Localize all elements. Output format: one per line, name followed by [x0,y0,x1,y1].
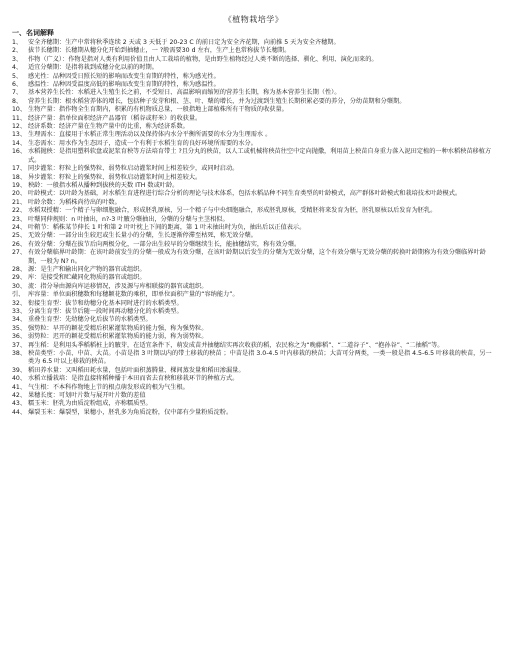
item-text: 果穗长度：可划叶片数与展开叶片数的差值 [28,392,146,400]
list-item [12,190,495,198]
item-number: 35、 [12,324,27,332]
item-text: 流：指分导由源向库运移情况，涉及源与库相联接的器官或组织。 [28,282,208,290]
item-number: 36、 [12,333,27,341]
item-number: 38、 [12,350,27,358]
item-text: 叶蘖同伸规则：n 叶抽出，n?-3 叶腋分蘖抽出，分蘖的分蘖与主茎相似。 [28,215,229,223]
item-text: 弱势粒：迟开的颖花受精后积累灌浆物质的能力弱，称为弱势粒。 [28,333,208,341]
item-number: 16、 [12,148,27,156]
item-text: 作物（广义）：作物是指对人类有利用价值且由人工栽培的植物，是由野生植物经过人类不断的选择、驯化、利用、演化而来的。 [28,55,378,63]
item-number: 1、 [12,39,23,46]
item-text: 秧龄：一般指水稻从播种到拔秧的天数 ITH 数或叶龄。 [28,181,179,189]
item-number: 30、 [12,282,27,290]
item-text: 爆裂玉米：爆裂型，果穗小，胚乳多为角质淀粉，仅中部有少量粉质淀粉。 [28,408,233,416]
item-number: 42、 [12,392,27,400]
list-item [12,64,495,72]
item-number: 17、 [12,165,27,173]
item-text: 再生稻：是利用头季稻稻桩上的腋芽，在适宜条件下，萌发成苗并抽穗结实再次收获的稻，农民称之为“晚藤稻”、“二道谷子”、“抱孙谷”、“二抽稻”等。 [28,341,444,349]
list-item [12,300,495,308]
list-item [12,199,495,207]
item-number: 34、 [12,316,27,324]
list-item [12,283,495,291]
item-text: 衔接生育型：拔节和幼穗分化基本同时进行的水稻类型。 [28,299,183,307]
list-item [12,409,495,417]
section-heading: 一、名词解释 [12,29,54,37]
list-item [12,241,495,249]
list-item [12,165,495,173]
item-text: 重叠生育型：先幼穗分化后拔节的水稻类型。 [28,316,152,324]
item-text: 生物产量：指作物全生育期内，积累的有机物质总量，一般指地上部植株所有干物质的收获量。 [28,106,288,114]
item-number: 23、 [12,215,27,223]
list-item [12,98,495,106]
item-text: 水稻立播栽培：是指直接将稻种播于本田而省去育秧和移栽环节的种植方式。 [28,375,239,383]
item-number: 2、 [12,47,23,55]
item-number: 引、 [12,291,25,299]
item-text: 气生根：不本科作物地上节的根点萌发形成的根为气生根。 [28,383,189,391]
item-text: 有效分蘖临界叶龄期：在该叶龄前发生的分蘖一般成为有效分蘖，在该叶龄期以后发生的分蘖为无效分蘖，这个有效分蘖与无效分蘖的转换叶龄期称为有效分蘖临界叶龄期，一般为 N? n。 [28,249,486,265]
item-number: 29、 [12,274,27,282]
list-item [12,291,495,299]
item-text: 经济系数：经济产量在生物产量中的比重，称为经济系数。 [28,123,189,131]
item-text: 稻田养水量：又叫稻田耗水量，包括叶面积蒸腾量、棵间蒸发量和稻田渗漏量。 [28,366,245,374]
list-item [12,325,495,333]
item-number: 39、 [12,366,27,374]
item-text: 库：是接受和贮藏同化物质的器官或组织。 [28,274,146,282]
list-item [12,342,495,350]
item-number: 37、 [12,341,27,349]
list-item [12,174,495,182]
item-number: 14、 [12,139,27,147]
item-number: 12、 [12,123,27,131]
item-text: 源：是生产和输出同化产物的器官或组织。 [28,265,146,273]
item-number: 33、 [12,308,27,315]
list-item [12,350,495,367]
item-number: 28、 [12,265,27,273]
item-number: 32、 [12,299,27,307]
definition-list [12,39,495,417]
item-number: 43、 [12,400,27,408]
item-text: 感光性：品种因受日照长短的影响而改变生育期的特性，称为感光性。 [28,72,220,80]
list-item [12,384,495,392]
list-item [12,400,495,408]
item-text: 叶龄余数：为稻株尚待出的叶数。 [28,198,121,206]
item-text: 生理需水：直接用于水稻正常生理活动以及保持体内水分平衡所需要的水分为生理需水 。 [28,131,272,139]
list-item [12,375,495,383]
item-number: 20、 [12,190,27,198]
item-text: 叶龄模式：以叶龄为基础，对水稻生育进程进行综合分析的理论与技术体系，包括水稻品种不同生育类型的叶龄模式，高产群体叶龄模式和栽培技术叶龄模式。 [28,190,462,198]
item-number: 10、 [12,106,27,114]
item-number: 8、 [12,97,23,105]
list-item [12,274,495,282]
item-text: 营养生长期：根水稻营养体的增长，包括种子发芽和根、茎、叶、蘖的增长，并为过渡到生殖生长期积累必要的养分，分幼苗期和分蘖期。 [28,97,406,105]
list-item [12,73,495,81]
list-item [12,367,495,375]
item-number: 18、 [12,173,27,181]
item-text: 异步灌浆：籽粒上的强势粒、弱势粒启动灌浆时间上相差较大。 [28,173,202,181]
item-number: 11、 [12,114,27,122]
item-number: 21、 [12,198,27,206]
item-text: 安全齐穗期：生产中常将秋季连续 2 天或 3 天低于 20-23 C 的前日定为安全齐花期，向前推 5 天为安全齐穗期。 [28,39,340,46]
item-number: 25、 [12,232,27,240]
list-item [12,115,495,123]
list-item [12,56,495,64]
list-item [12,89,495,97]
item-number: 41、 [12,383,27,391]
item-text: 强势粒：早开的颖花受精后积累灌浆物质的能力强，称为强势粒。 [28,324,208,332]
document-title: 《植物栽培学》 [223,15,284,24]
list-item [12,131,495,139]
item-number: 5、 [12,72,23,80]
item-number: 22、 [12,207,27,215]
list-item [12,232,495,240]
item-number: 26、 [12,240,27,248]
item-number: 27、 [12,249,27,257]
item-text: 基本营养生长性：水稻进入生殖生长之前，不受短日、高温影响而缩短的营养生长期，称为基本营养生长期（性）。 [28,89,341,97]
item-number: 24、 [12,223,27,231]
item-number: 40、 [12,375,27,383]
item-text: 分离生育型：拔节后随一段时间再动穗分化的水稻类型。 [28,308,183,315]
item-text: 有效分蘖：分蘖在拔节后向两极分化，一部分出生较早的分蘖继续生长，能抽穗结实，称有效分蘖。 [28,240,301,248]
item-number: 6、 [12,81,23,89]
item-number: 19、 [12,181,27,189]
item-text: 糯玉米：胚乳为由质淀粉组成，亦称糯质型。 [28,400,152,408]
list-item [12,47,495,55]
list-item [12,333,495,341]
list-item [12,106,495,114]
item-text: 水稻双授精：一个精子与卵细胞融合，形成胚乳原核，另一个精子与中央细胞融合，形成胚乳原核，受精胚将来发育为胚，胚乳原核以后发育为胚乳。 [28,207,437,215]
item-text: 适宜分蘖期：是指将栽到成穗分化以前的时期。 [28,64,158,72]
item-number: 3、 [12,55,23,63]
list-item [12,249,495,266]
list-item [12,207,495,215]
item-text: 水稻抛秧：是指用塑料软盘或泥浆育秧等方法培育带土 ?且分丸的秧苗，以人工或机械将秧苗往空中定向抛撒，利用苗上秧苗自身重力落入泥田定植的一种水稻秧苗移植方式。 [28,148,492,164]
list-item [12,148,495,165]
item-text: 生态需水：用水作为生态因子，造成一个有利于水稻生育的良好环境所需要的水分。 [28,139,257,147]
item-text: 库容量：单位面积穗数和每穗颖花数的乘积，即单位面积产量的“容纳能力”。 [28,291,239,299]
item-text: 秧苗类型：小苗、中苗、大苗。小苗是指 3 叶期以内的带土移栽的秧苗 ；中苗是指 3.0-4.5 叶内移栽的秧苗；大苗可分两类，一类一般是指 4.5-6.5 叶移栽的秧苗，另一类为 6.5 叶以上移栽的秧苗。 [28,350,492,366]
item-text: 感温性：品种因受温度高低的影响而改变生育期的特性，称为感温性。 [28,81,220,89]
item-text: 无效分蘖：一部分出生较迟或生长量小的分蘖，生长逐渐停滞至枯死，称无效分蘖。 [28,232,257,240]
item-number: 44、 [12,408,27,416]
list-item [12,216,495,224]
item-number: 4、 [12,64,23,72]
item-number: 13、 [12,131,27,139]
item-number: 7、 [12,89,23,97]
item-text: 经济产量：指单位面积经济产品器官（稻谷或籽米）的收获量。 [28,114,202,122]
item-text: 叶鞘节：稻株某节伸长 1 叶和第 2 叶叶枕上下间的距离，第 1 叶未抽出时为负，抽出后以正值表示。 [28,223,306,231]
item-text: 同步灌浆：籽粒上的强势粒、弱势粒启动灌浆时间上相差较少，或同时启动。 [28,165,239,173]
item-text: 拔节长穗期：长穗期从穗分化开始到抽穗止，一 ?般需要30 d 左右，生产上也常称拔节长穗期。 [28,47,291,55]
list-item [12,316,495,324]
